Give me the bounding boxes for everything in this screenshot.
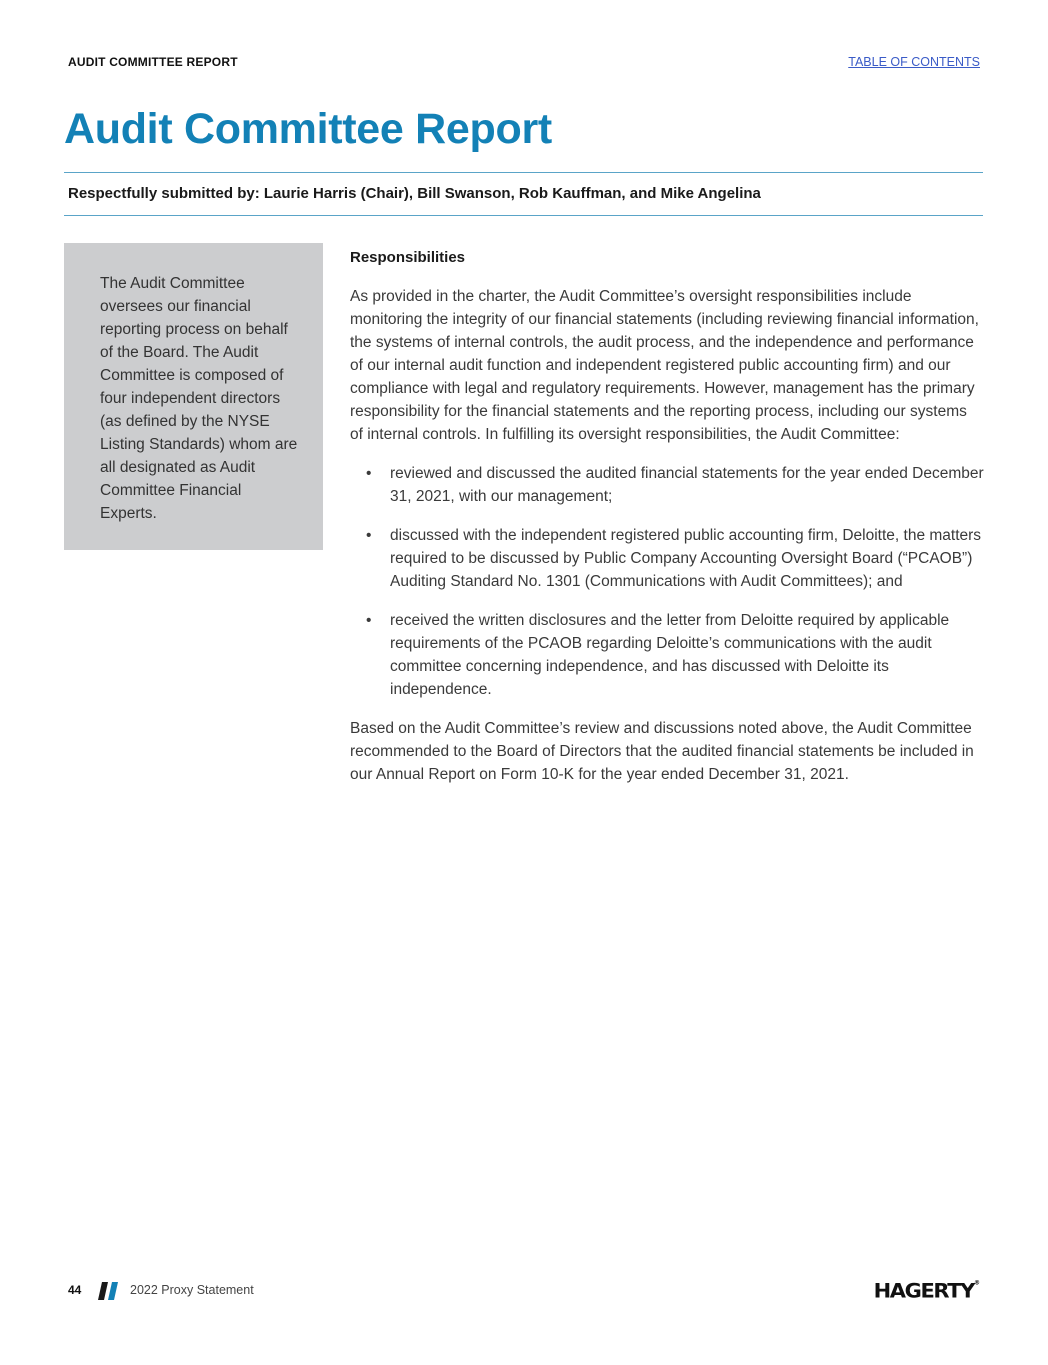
intro-paragraph: As provided in the charter, the Audit Committee’s oversight responsibilities include monitoring the integrity of our financial statements (including reviewing financial information, the systems of internal controls, the audit process, and the independence and performance of our internal audit function and independent registered public accounting firm) and our compliance with legal and regulatory requirements. However, management has the primary responsibility for the financial statements and the reporting process, including our systems of internal controls. In fulfilling its oversight responsibilities, the Audit Committee:: [350, 288, 979, 443]
submitted-by-line: Respectfully submitted by: Laurie Harris (Chair), Bill Swanson, Rob Kauffman, and Mike Angelina: [68, 185, 761, 202]
page-number: 44: [68, 1283, 82, 1297]
slash-blue: [108, 1282, 118, 1300]
slash-dark: [98, 1282, 108, 1300]
list-item-text: reviewed and discussed the audited financial statements for the year ended December 31, 2021, with our management;: [390, 465, 984, 505]
conclusion-paragraph: Based on the Audit Committee’s review and discussions noted above, the Audit Committee recommended to the Board of Directors that the audited financial statements be included in our Annual Report on Form 10-K for the year ended December 31, 2021.: [350, 720, 974, 783]
list-item: [350, 462, 984, 508]
list-item-text: received the written disclosures and the letter from Deloitte required by applicable requirements of the PCAOB regarding Deloitte’s communications with the audit committee concerning independence, and has discussed with Deloitte its independence.: [390, 612, 950, 698]
hagerty-logo: [874, 1280, 980, 1303]
title-divider-bottom: [64, 215, 983, 216]
callout-text: The Audit Committee oversees our financial reporting process on behalf of the Board. The Audit Committee is composed of four independent directors (as defined by the NYSE Listing Standards) whom are all designated as Audit Committee Financial Experts.: [100, 275, 298, 522]
table-of-contents-link[interactable]: TABLE OF CONTENTS: [848, 55, 980, 69]
list-item-text: discussed with the independent registered public accounting firm, Deloitte, the matters required to be discussed by Public Company Accounting Oversight Board (“PCAOB”) Auditing Standard No. 1301 (Communications with Audit Committees); and: [390, 527, 982, 590]
bullet-icon: •: [366, 465, 372, 482]
responsibilities-heading: Responsibilities: [350, 249, 466, 266]
responsibilities-section: [350, 246, 984, 786]
sidebar-callout: [64, 243, 323, 550]
document-name: 2022 Proxy Statement: [130, 1283, 254, 1297]
responsibilities-list: [350, 462, 984, 701]
list-item: [350, 609, 984, 701]
list-item: [350, 524, 984, 593]
section-label: AUDIT COMMITTEE REPORT: [68, 55, 238, 69]
page-title: Audit Committee Report: [64, 105, 552, 153]
double-slash-icon: [98, 1282, 118, 1300]
bullet-icon: •: [366, 527, 372, 544]
title-divider-top: [64, 172, 983, 173]
logo-text: HAGERTY: [873, 1279, 974, 1303]
registered-mark: ®: [974, 1279, 980, 1287]
bullet-icon: •: [366, 612, 372, 629]
